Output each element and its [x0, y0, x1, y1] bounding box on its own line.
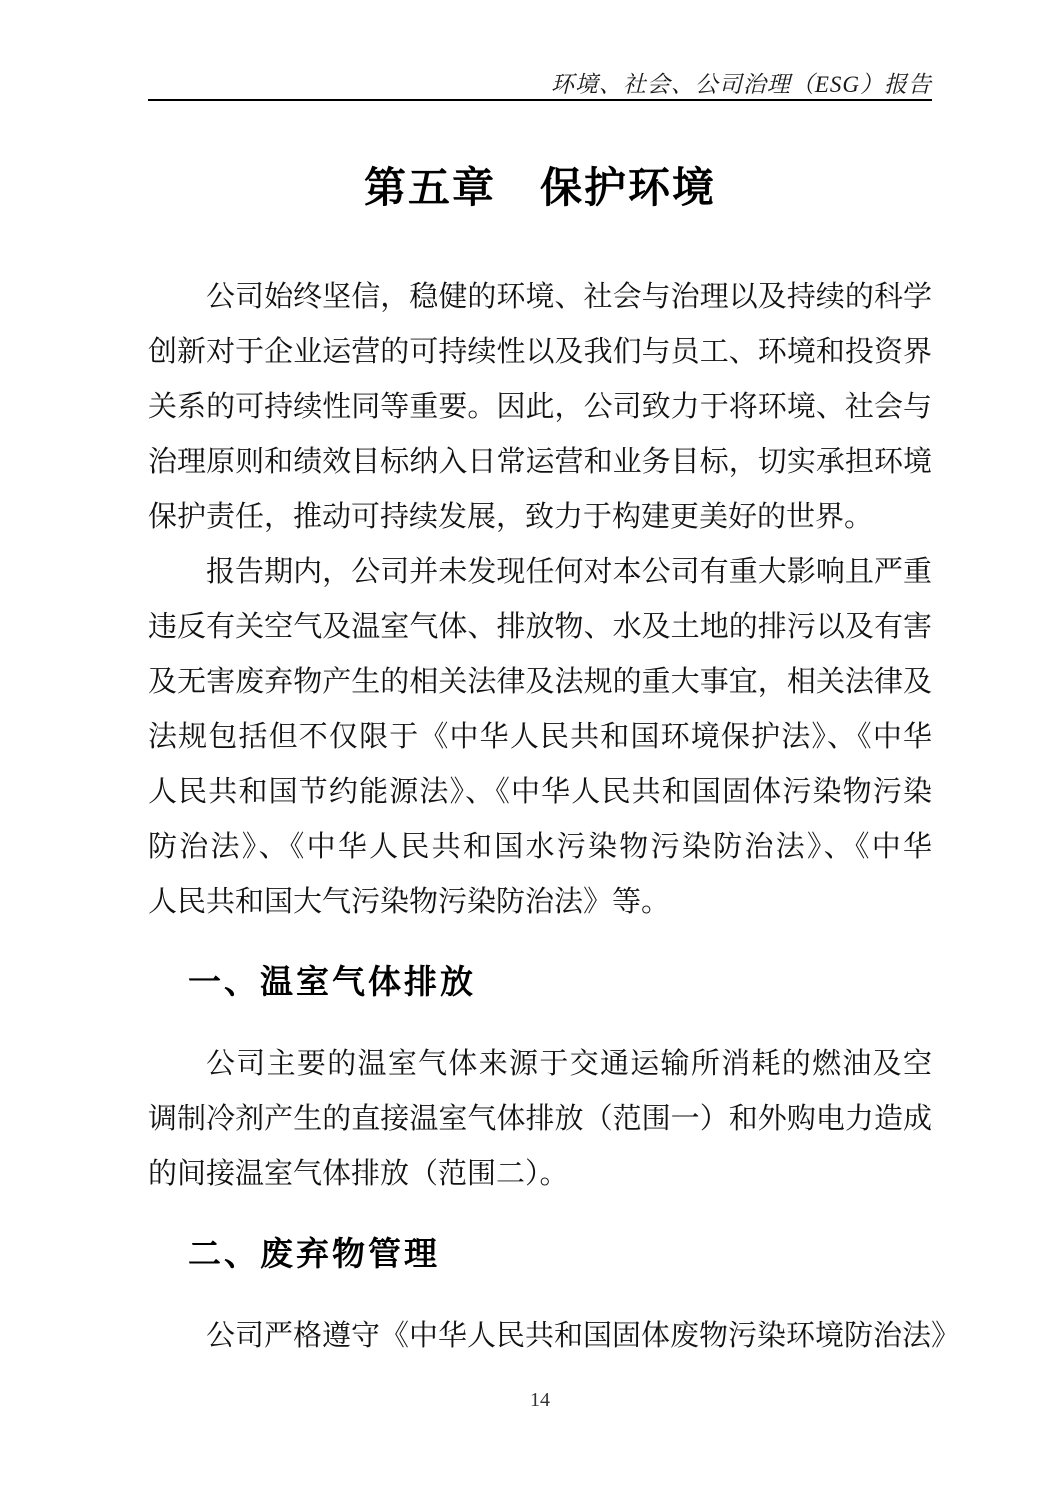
- document-body: [148, 270, 961, 1364]
- header-title: 环境、社会、公司治理（ESG）报告: [550, 72, 932, 97]
- paragraph: [148, 1309, 961, 1364]
- text-line: 保护责任，推动可持续发展，致力于构建更美好的世界。: [148, 501, 874, 533]
- text-line: 治理原则和绩效目标纳入日常运营和业务目标，切实承担环境: [148, 446, 932, 478]
- text-line: 公司始终坚信，稳健的环境、社会与治理以及持续的科学: [206, 281, 932, 313]
- text-line: 防治法》、《中华人民共和国水污染物污染防治法》、《中华: [148, 831, 932, 863]
- section-heading: 二、废弃物管理: [188, 1235, 440, 1272]
- text-line: 关系的可持续性同等重要。因此，公司致力于将环境、社会与: [148, 391, 932, 423]
- text-line: 公司主要的温室气体来源于交通运输所消耗的燃油及空: [206, 1048, 932, 1080]
- text-line: 公司严格遵守《中华人民共和国固体废物污染环境防治法》: [206, 1320, 961, 1352]
- text-line: 及无害废弃物产生的相关法律及法规的重大事宜，相关法律及: [148, 666, 932, 698]
- text-line: 的间接温室气体排放（范围二）。: [148, 1158, 569, 1190]
- text-line: 人民共和国大气污染物污染防治法》等。: [148, 886, 671, 918]
- text-line: 报告期内，公司并未发现任何对本公司有重大影响且严重: [206, 556, 932, 588]
- text-line: 法规包括但不仅限于《中华人民共和国环境保护法》、《中华: [148, 721, 932, 753]
- section-heading: 一、温室气体排放: [188, 963, 476, 1000]
- paragraph: [148, 1037, 932, 1202]
- text-line: 违反有关空气及温室气体、排放物、水及土地的排污以及有害: [148, 611, 932, 643]
- text-line: 创新对于企业运营的可持续性以及我们与员工、环境和投资界: [148, 336, 932, 368]
- paragraph: [148, 270, 932, 545]
- text-line: 人民共和国节约能源法》、《中华人民共和国固体污染物污染: [148, 776, 932, 808]
- chapter-title: 第五章 保护环境: [363, 164, 716, 211]
- text-line: 调制冷剂产生的直接温室气体排放（范围一）和外购电力造成: [148, 1103, 932, 1135]
- header-rule: [148, 99, 932, 101]
- page-number: 14: [530, 1389, 550, 1411]
- paragraph: [148, 545, 932, 930]
